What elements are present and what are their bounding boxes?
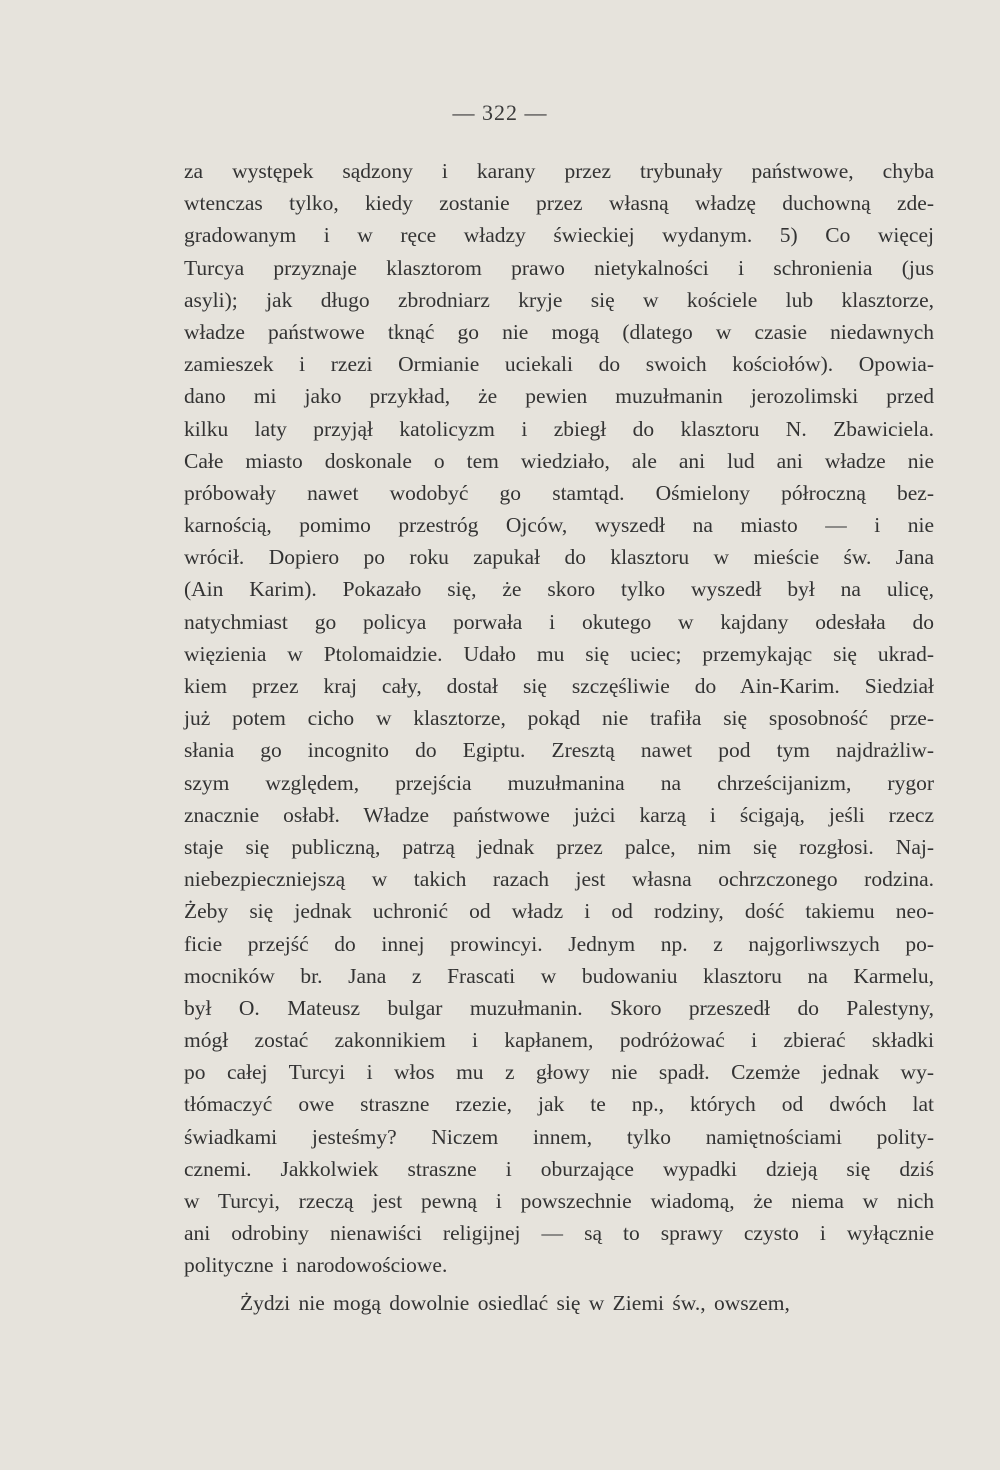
text-line: słania go incognito do Egiptu. Zresztą nawet pod tym najdrażliw- <box>184 738 934 763</box>
paragraph <box>184 155 934 1282</box>
text-line: kilku laty przyjął katolicyzm i zbiegł do klasztoru N. Zbawiciela. <box>184 416 934 441</box>
text-line: świadkami jesteśmy? Niczem innem, tylko namiętnościami polity- <box>184 1124 934 1149</box>
text-line: Turcya przyznaje klasztorom prawo nietykalności i schronienia (jus <box>184 255 934 280</box>
text-line: wtenczas tylko, kiedy zostanie przez własną władzę duchowną zde- <box>184 191 934 216</box>
text-line: po całej Turcyi i włos mu z głowy nie spadł. Czemże jednak wy- <box>184 1060 934 1085</box>
text-line: szym względem, przejścia muzułmanina na chrześcijanizm, rygor <box>184 770 934 795</box>
text-line: już potem cicho w klasztorze, pokąd nie trafiła się sposobność prze- <box>184 706 934 731</box>
text-line: Żeby się jednak uchronić od władz i od rodziny, dość takiemu neo- <box>184 899 934 924</box>
text-line: ficie przejść do innej prowincyi. Jednym np. z najgorliwszych po- <box>184 931 934 956</box>
text-line: dano mi jako przykład, że pewien muzułmanin jerozolimski przed <box>184 384 934 409</box>
text-line: asyli); jak długo zbrodniarz kryje się w kościele lub klasztorze, <box>184 287 934 312</box>
text-line: kiem przez kraj cały, dostał się szczęśliwie do Ain-Karim. Siedział <box>184 674 934 698</box>
text-line: (Ain Karim). Pokazało się, że skoro tylko wyszedł był na ulicę, <box>184 577 934 602</box>
text-line: znacznie osłabł. Władze państwowe jużci karzą i ścigają, jeśli rzecz <box>184 802 934 827</box>
text-line: natychmiast go policya porwała i okutego w kajdany odesłała do <box>184 609 934 634</box>
text-line: mocników br. Jana z Frascati w budowaniu klasztoru na Karmelu, <box>184 963 934 988</box>
text-line: wrócił. Dopiero po roku zapukał do klasztoru w mieście św. Jana <box>184 545 934 570</box>
text-line: próbowały nawet wodobyć go stamtąd. Ośmielony półroczną bez- <box>184 480 934 505</box>
text-line: był O. Mateusz bulgar muzułmanin. Skoro przeszedł do Palestyny, <box>184 995 934 1020</box>
text-line: władze państwowe tknąć go nie mogą (dlatego w czasie niedawnych <box>184 319 934 344</box>
text-line: cznemi. Jakkolwiek straszne i oburzające wypadki dzieją się dziś <box>184 1156 934 1181</box>
text-line: Całe miasto doskonale o tem wiedziało, ale ani lud ani władze nie <box>184 448 934 473</box>
text-line: niebezpieczniejszą w takich razach jest własna ochrzczonego rodzina. <box>184 867 934 892</box>
body-text <box>184 155 934 1319</box>
text-line: ani odrobiny nienawiści religijnej — są to sprawy czysto i wyłącznie <box>184 1221 934 1246</box>
text-line: Żydzi nie mogą dowolnie osiedlać się w Ziemi św., owszem, <box>240 1290 790 1315</box>
text-line: za występek sądzony i karany przez trybunały państwowe, chyba <box>184 159 934 183</box>
text-line: mógł zostać zakonnikiem i kapłanem, podróżować i zbierać składki <box>184 1028 934 1053</box>
text-line: w Turcyi, rzeczą jest pewną i powszechnie wiadomą, że niema w nich <box>184 1189 934 1213</box>
text-line: staje się publiczną, patrzą jednak przez palce, nim się rozgłosi. Naj- <box>184 834 934 859</box>
paragraph <box>184 1287 934 1319</box>
text-line: zamieszek i rzezi Ormianie uciekali do swoich kościołów). Opowia- <box>184 352 934 377</box>
page-number: — 322 — <box>452 100 548 125</box>
text-line: gradowanym i w ręce władzy świeckiej wydanym. 5) Co więcej <box>184 223 934 248</box>
text-line: karnością, pomimo przestróg Ojców, wyszedł na miasto — i nie <box>184 513 934 538</box>
text-line: polityczne i narodowościowe. <box>184 1253 448 1278</box>
text-line: tłómaczyć owe straszne rzezie, jak te np., których od dwóch lat <box>184 1092 934 1117</box>
text-line: więzienia w Ptolomaidzie. Udało mu się uciec; przemykając się ukrad- <box>184 641 934 666</box>
